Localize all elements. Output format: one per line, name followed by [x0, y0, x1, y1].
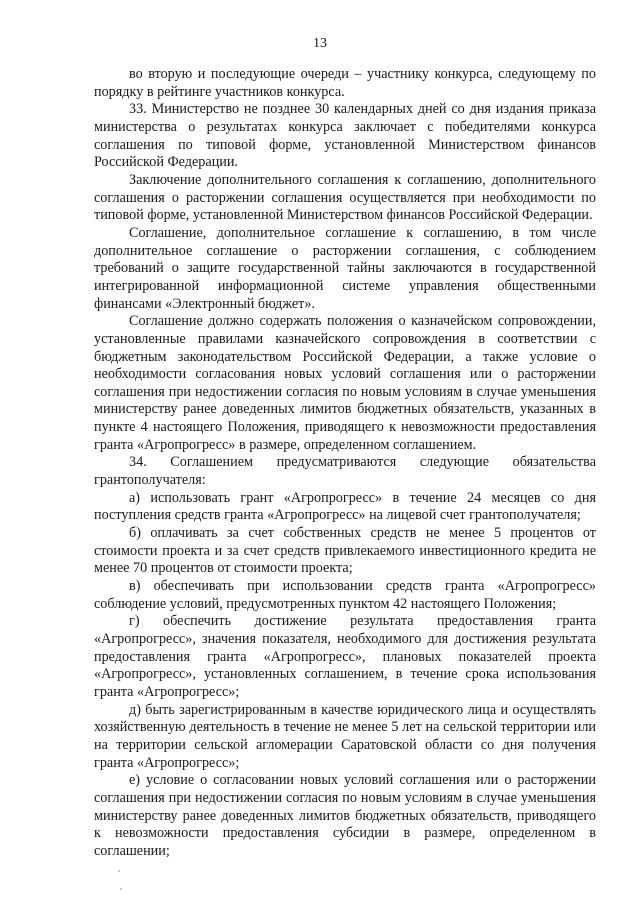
scan-speck — [120, 888, 122, 890]
paragraph-electronic-budget: Соглашение, дополнительное соглашение к соглашению, в том числе дополнительное соглашение о расторжении соглашения, с соблюдением требований о защите государственной тайны заключаются в государственной интегрированной информационной системе управления общественными финансами «Электронный бюджет». — [94, 224, 596, 312]
paragraph-treasury-support: Соглашение должно содержать положения о казначейском сопровождении, установленные правилами казначейского сопровождения в соответствии с бюджетным законодательством Российской Федерации, а также условие о необходимости согласования новых условий соглашения или о расторжении соглашения при недостижении согласия по новым условиям в случае уменьшения министерству ранее доведенных лимитов бюджетных обязательств, указанных в пункте 4 настоящего Положения, приводящего к невозможности предоставления гранта «Агропрогресс» в размере, определенном соглашением. — [94, 313, 596, 453]
scan-speck — [118, 870, 120, 872]
paragraph-additional-agreement: Заключение дополнительного соглашения к соглашению, дополнительного соглашения о расторжении соглашения осуществляется при необходимости по типовой форме, установленной Министерством финансов Российской Федерации. — [94, 171, 596, 224]
list-item-b: б) оплачивать за счет собственных средств не менее 5 процентов от стоимости проекта и за счет средств привлекаемого инвестиционного кредита не менее 70 процентов от стоимости проекта; — [94, 525, 596, 577]
list-item-v: в) обеспечивать при использовании средств гранта «Агропрогресс» соблюдение условий, предусмотренных пунктом 42 настоящего Положения; — [94, 578, 596, 612]
list-item-d: д) быть зарегистрированным в качестве юридического лица и осуществлять хозяйственную деятельность в течение не менее 5 лет на сельской территории или на территории сельской агломерации Саратовской области со дня получения гранта «Агропрогресс»; — [94, 701, 596, 771]
list-item-e: е) условие о согласовании новых условий соглашения или о расторжении соглашения при недостижении согласия по новым условиям в случае уменьшения министерству ранее доведенных лимитов бюджетных обязательств, приводящего к невозможности предоставления субсидии в размере, определенном в соглашении; — [94, 772, 596, 859]
document-body — [94, 66, 596, 861]
paragraph-clause-34: 34. Соглашением предусматриваются следующие обязательства грантополучателя: — [94, 454, 596, 489]
list-item-a: а) использовать грант «Агропрогресс» в течение 24 месяцев со дня поступления средств гранта «Агропрогресс» на лицевой счет грантополучателя; — [94, 489, 596, 524]
list-item-g: г) обеспечить достижение результата предоставления гранта «Агропрогресс», значения показателя, необходимого для достижения результата предоставления гранта «Агропрогресс», плановых показателей проекта «Агропрогресс», установленных соглашением, в течение срока использования гранта «Агропрогресс»; — [94, 613, 596, 700]
paragraph-clause-33: 33. Министерство не позднее 30 календарных дней со дня издания приказа министерства о результатах конкурса заключает с победителями конкурса соглашения по типовой форме, установленной Министерством финансов Российской Федерации. — [94, 101, 596, 171]
page-number: 13 — [313, 36, 327, 51]
paragraph-continuation: во вторую и последующие очереди – участнику конкурса, следующему по порядку в рейтинге участников конкурса. — [94, 66, 596, 100]
